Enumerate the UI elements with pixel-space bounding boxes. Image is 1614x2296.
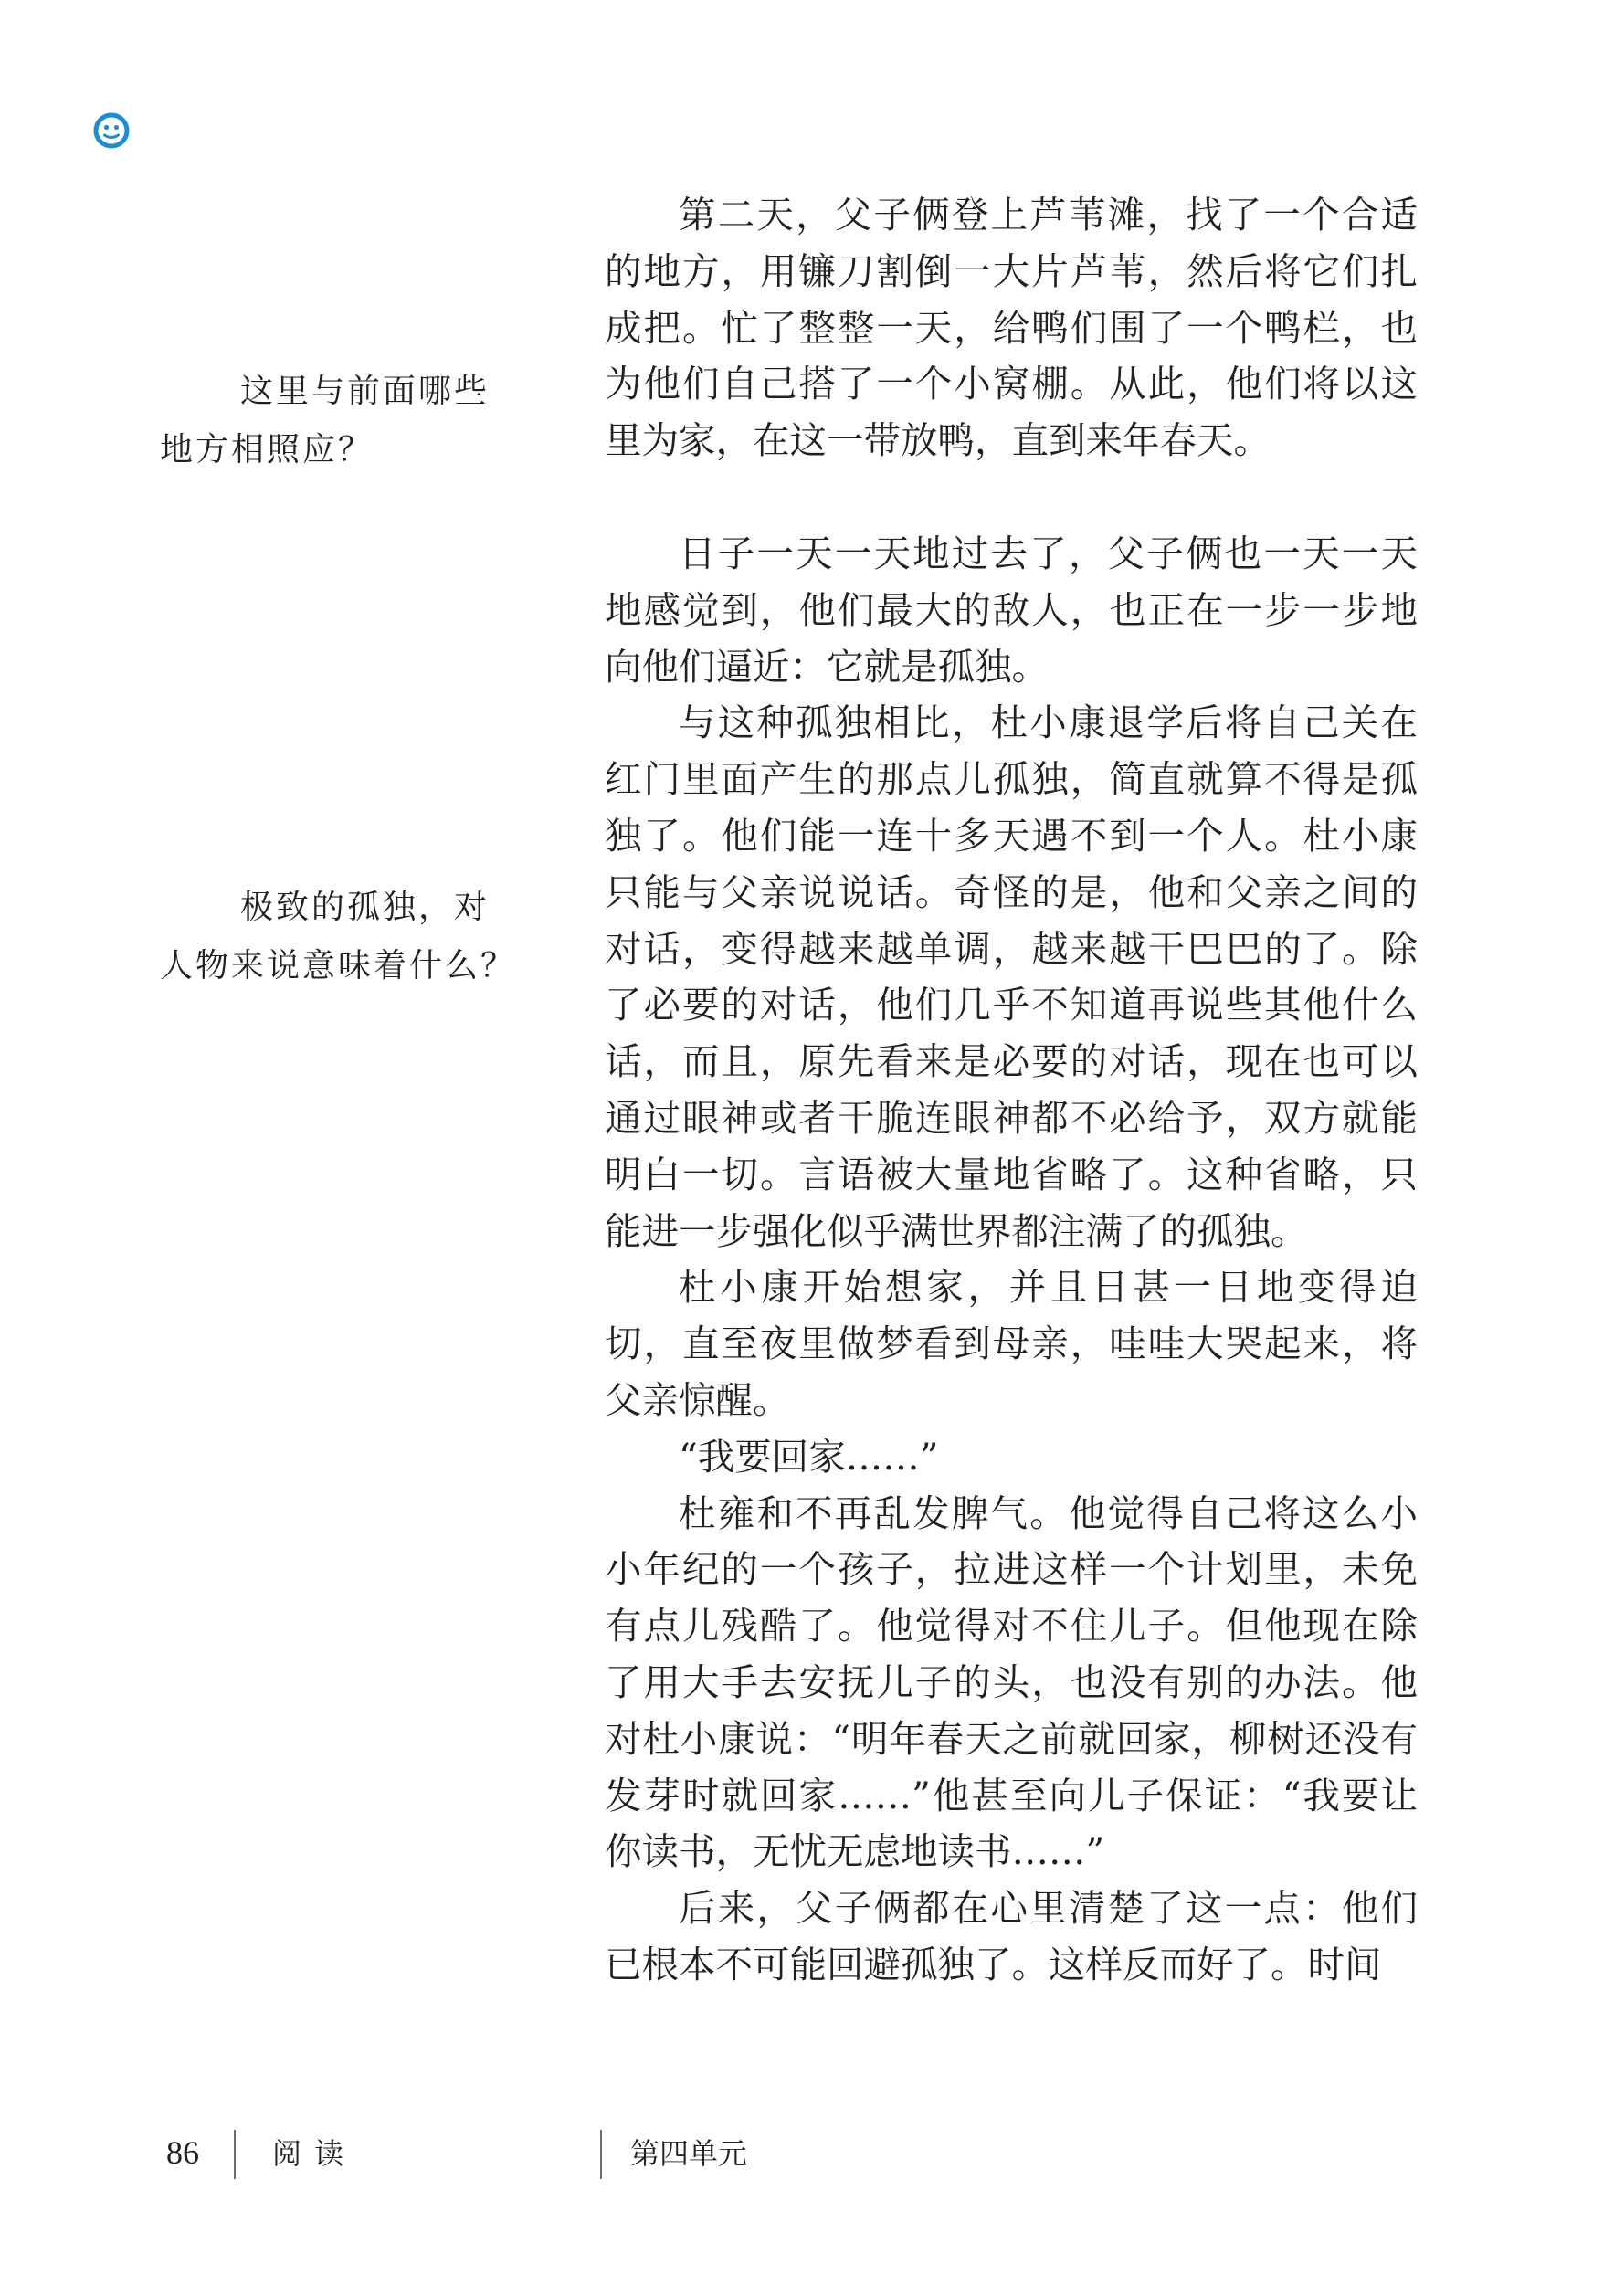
annotation-line: 人物来说意味着什么？: [160, 947, 517, 985]
margin-annotation: [160, 363, 553, 479]
paragraph: 与这种孤独相比，杜小康退学后将自己关在红门里面产生的那点儿孤独，简直就算不得是孤独了。他们能一连十多天遇不到一个人。杜小康只能与父亲说说话。奇怪的是，他和父亲之间的对话，变得越来越单调，越来越干巴巴的了。除了必要的对话，他们几乎不知道再说些其他什么话，而且，原先看来是必要的对话，现在也可以通过眼神或者干脆连眼神都不必给予，双方就能明白一切。言语被大量地省略了。这种省略，只能进一步强化似乎满世界都注满了的孤独。: [605, 700, 1418, 1253]
footer-divider: [600, 2130, 602, 2179]
smiley-icon: [93, 112, 130, 149]
annotation-line: 地方相照应？: [160, 431, 374, 469]
paragraph: 后来，父子俩都在心里清楚了这一点：他们已根本不可能回避孤独了。这样反而好了。时间: [605, 1886, 1418, 1986]
page-number: 86: [166, 2134, 199, 2171]
section-label: 阅读: [272, 2136, 357, 2171]
annotation-line: 这里与前面哪些: [240, 373, 491, 410]
footer-divider: [234, 2130, 236, 2179]
paragraph: 杜雍和不再乱发脾气。他觉得自己将这么小小年纪的一个孩子，拉进这样一个计划里，未免有点儿残酷了。他觉得对不住儿子。但他现在除了用大手去安抚儿子的头，也没有别的办法。他对杜小康说：“明年春天之前就回家，柳树还没有发芽时就回家……”他甚至向儿子保证：“我要让你读书，无忧无虑地读书……”: [605, 1490, 1418, 1874]
main-text: [605, 187, 1418, 1994]
paragraph: “我要回家……”: [679, 1434, 939, 1479]
annotation-line: 极致的孤独，对: [240, 889, 491, 926]
unit-label: 第四单元: [630, 2136, 748, 2171]
paragraph: 日子一天一天地过去了，父子俩也一天一天地感觉到，他们最大的敌人，也正在一步一步地向他们逼近：它就是孤独。: [605, 531, 1418, 689]
margin-annotation: [160, 879, 553, 995]
paragraph: 第二天，父子俩登上芦苇滩，找了一个合适的地方，用镰刀割倒一大片芦苇，然后将它们扎成把。忙了整整一天，给鸭们围了一个鸭栏，也为他们自己搭了一个小窝棚。从此，他们将以这里为家，在这一带放鸭，直到来年春天。: [605, 193, 1418, 463]
paragraph: 杜小康开始想家，并且日甚一日地变得迫切，直至夜里做梦看到母亲，哇哇大哭起来，将父亲惊醒。: [605, 1265, 1418, 1422]
